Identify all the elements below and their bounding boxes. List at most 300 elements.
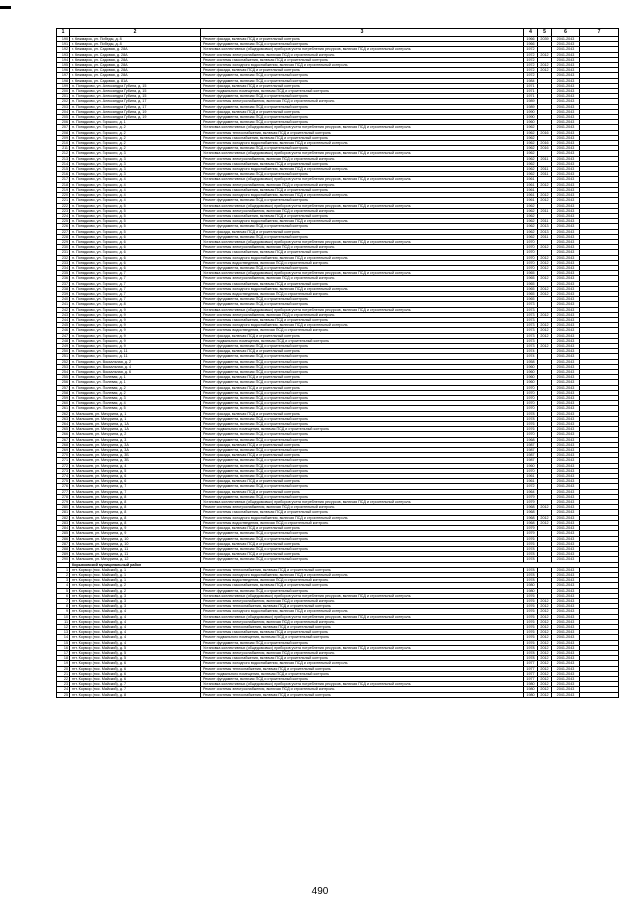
planned-period-cell: 2041-2043 [552,370,580,375]
address-cell: п. Попадково, ул. Горького, д. 4 [70,193,201,198]
last-repair-year-cell: 2012 [538,520,552,525]
commission-year-cell: 1962 [524,161,538,166]
planned-period-cell: 2041-2043 [552,427,580,432]
last-repair-year-cell: 2012 [538,598,552,603]
address-cell: п. Попадково, ул. Горького, д. 11 [70,354,201,359]
commission-year-cell: 1971 [524,83,538,88]
planned-period-cell: 2041-2043 [552,645,580,650]
address-cell: п. Попадково, ул. Горького, д. 2 [70,146,201,151]
planned-period-cell: 2041-2043 [552,630,580,635]
work-type-cell: Ремонт фундамента, включая ПСД и строительный контроль [201,224,524,229]
planned-period-cell: 2041-2043 [552,78,580,83]
commission-year-cell: 1962 [524,156,538,161]
planned-period-cell: 2041-2043 [552,676,580,681]
planned-period-cell: 2041-2043 [552,338,580,343]
row-number: 205 [57,115,70,120]
commission-year-cell: 1961 [524,182,538,187]
address-cell: п. Малышев, ул. Мичурина, д. 8 [70,505,201,510]
planned-period-cell: 2041-2043 [552,52,580,57]
row-number: 246 [57,328,70,333]
commission-year-cell: 1962 [524,167,538,172]
planned-period-cell: 2041-2043 [552,489,580,494]
planned-period-cell: 2041-2043 [552,328,580,333]
commission-year-cell: 1971 [524,94,538,99]
planned-period-cell: 2041-2043 [552,479,580,484]
address-cell: п. Малышев, ул. Мичурина, д. 1А [70,422,201,427]
address-cell: п. Попадково, ул. Горького, д. 5 [70,224,201,229]
planned-period-cell: 2041-2043 [552,557,580,562]
address-cell: п. Малышев, ул. Мичурина, д. 3А [70,448,201,453]
row-number: 218 [57,182,70,187]
work-type-cell: Ремонт системы электроснабжения, включая ПСД и строительный контроль [201,52,524,57]
row-number: 268 [57,442,70,447]
work-type-cell: Ремонт фасада, включая ПСД и строительный контроль [201,333,524,338]
address-cell: пгт. Кормор (пос. Майский), д. 5 [70,650,201,655]
work-type-cell: Ремонт системы электроснабжения, включая ПСД и строительный контроль [201,99,524,104]
commission-year-cell: 1979 [524,494,538,499]
commission-year-cell: 1962 [524,151,538,156]
commission-year-cell: 1973 [524,317,538,322]
address-cell: г. Кежмарок, ул. Садовая, д. 81А [70,78,201,83]
row-number: 226 [57,224,70,229]
work-type-cell: Ремонт фасада, включая ПСД и строительный контроль [201,109,524,114]
commission-year-cell: 1962 [524,203,538,208]
commission-year-cell: 1970 [524,239,538,244]
row-number: 221 [57,198,70,203]
work-type-cell: Ремонт подвального помещения, включая ПСД и строительный контроль [201,338,524,343]
work-type-cell: Ремонт системы газоснабжения, включая ПСД и строительный контроль [201,135,524,140]
row-number: 20 [57,666,70,671]
header-row [57,29,619,37]
row-number: 1 [57,567,70,572]
address-cell: пгт. Кормор (пос. Майский), д. 1 [70,578,201,583]
address-cell: п. Попадково, ул. Александра Губина, д. 19 [70,115,201,120]
work-type-cell: Ремонт системы газоснабжения, включая ПСД и строительный контроль [201,317,524,322]
work-type-cell: Ремонт системы газоснабжения, включая ПСД и строительный контроль [201,250,524,255]
address-cell: пгт. Кормор (пос. Майский), д. 8 [70,692,201,697]
row-number: 195 [57,63,70,68]
commission-year-cell: 1987 [524,448,538,453]
address-cell: п. Попадково, ул. Александра Губина, д. 15 [70,83,201,88]
commission-year-cell: 1976 [524,604,538,609]
address-cell: п. Попадково, ул. Горького, д. 5 [70,203,201,208]
work-type-cell: Ремонт фундамента, включая ПСД и строительный контроль [201,640,524,645]
row-number: 12 [57,624,70,629]
row-number: 19 [57,661,70,666]
work-type-cell: Ремонт фундамента, включая ПСД и строительный контроль [201,146,524,151]
work-type-cell: Ремонт фундамента, включая ПСД и строительный контроль [201,115,524,120]
planned-period-cell: 2041-2043 [552,458,580,463]
planned-period-cell: 2041-2043 [552,208,580,213]
work-type-cell: Ремонт системы электроснабжения, включая ПСД и строительный контроль [201,208,524,213]
address-cell: пгт. Кормор (пос. Майский), д. 4 [70,609,201,614]
last-repair-year-cell: 2012 [538,604,552,609]
address-cell: п. Попадково, ул. Горького, д. 6 [70,255,201,260]
row-number: 247 [57,333,70,338]
row-number: 256 [57,380,70,385]
commission-year-cell: 1980 [524,692,538,697]
work-type-cell: Установка коллективных (общедомовых) приборов учета потребления ресурсов, включая ПСД и строительный контроль [201,125,524,130]
planned-period-cell: 2041-2043 [552,323,580,328]
row-number: 212 [57,151,70,156]
last-repair-year-cell: 2012 [538,52,552,57]
address-cell: пгт. Кормор (пос. Майский), д. 2 [70,588,201,593]
commission-year-cell: 1978 [524,645,538,650]
work-type-cell: Установка коллективных (общедомовых) приборов учета потребления ресурсов, включая ПСД и строительный контроль [201,203,524,208]
commission-year-cell: 1980 [524,588,538,593]
address-cell: п. Попадково, ул. Полевая, д. 5 [70,406,201,411]
commission-year-cell: 1990 [524,115,538,120]
planned-period-cell: 2041-2043 [552,245,580,250]
planned-period-cell: 2041-2043 [552,187,580,192]
work-type-cell: Ремонт фундамента, включая ПСД и строительный контроль [201,422,524,427]
last-repair-year-cell: 2011 [538,156,552,161]
row-number: 220 [57,193,70,198]
work-type-cell: Ремонт системы теплоснабжения, включая ПСД и строительный контроль [201,130,524,135]
work-type-cell: Ремонт системы газоснабжения, включая ПСД и строительный контроль [201,281,524,286]
address-cell: п. Попадково, ул. Горького, д. 7 [70,276,201,281]
work-type-cell: Ремонт системы газоснабжения, включая ПСД и строительный контроль [201,510,524,515]
row-number: 269 [57,448,70,453]
planned-period-cell: 2041-2043 [552,552,580,557]
row-number: 274 [57,474,70,479]
work-type-cell: Ремонт фасада, включая ПСД и строительный контроль [201,453,524,458]
commission-year-cell: 1977 [524,661,538,666]
last-repair-year-cell: 2012 [538,312,552,317]
planned-period-cell: 2041-2043 [552,572,580,577]
commission-year-cell: 1965 [524,291,538,296]
row-number: 237 [57,281,70,286]
planned-period-cell: 2041-2043 [552,390,580,395]
commission-year-cell: 1972 [524,68,538,73]
planned-period-cell: 2041-2043 [552,250,580,255]
address-cell: пгт. Кормор (пос. Майский), д. 4 [70,624,201,629]
work-type-cell: Ремонт системы теплоснабжения, включая ПСД и строительный контроль [201,692,524,697]
last-repair-year-cell: 2012 [538,676,552,681]
commission-year-cell: 1990 [524,109,538,114]
work-type-cell: Ремонт системы холодного водоснабжения, включая ПСД и строительный контроль [201,661,524,666]
row-number: 273 [57,468,70,473]
column-header: 2 [70,29,201,37]
work-type-cell: Ремонт системы электроснабжения, включая ПСД и строительный контроль [201,276,524,281]
last-repair-year-cell: 2012 [538,650,552,655]
address-cell: п. Малышев, ул. Мичурина, д. 9 [70,526,201,531]
row-number: 25 [57,692,70,697]
work-type-cell: Ремонт фасада, включая ПСД и строительный контроль [201,442,524,447]
commission-year-cell: 1960 [524,120,538,125]
row-number: 248 [57,338,70,343]
row-number: 231 [57,250,70,255]
row-number: 255 [57,375,70,380]
last-repair-year-cell: 2012 [538,291,552,296]
commission-year-cell: 1976 [524,619,538,624]
work-type-cell: Ремонт системы холодного водоснабжения, включая ПСД и строительный контроль [201,219,524,224]
column-header: 1 [57,29,70,37]
planned-period-cell: 2041-2043 [552,526,580,531]
last-repair-year-cell: 2012 [538,630,552,635]
planned-period-cell: 2041-2043 [552,593,580,598]
address-cell: пгт. Кормор (пос. Майский), д. 3 [70,593,201,598]
row-number: 10 [57,614,70,619]
commission-year-cell: 1962 [524,141,538,146]
planned-period-cell: 2041-2043 [552,182,580,187]
commission-year-cell: 1989 [524,99,538,104]
row-number: 244 [57,317,70,322]
address-cell: п. Малышев, ул. Мичурина, д. 5 [70,468,201,473]
work-type-cell: Ремонт фундамента, включая ПСД и строительный контроль [201,390,524,395]
address-cell: п. Попадково, ул. Горького, д. 7 [70,281,201,286]
commission-year-cell: 1976 [524,614,538,619]
row-number: 4 [57,583,70,588]
last-repair-year-cell: 2012 [538,656,552,661]
last-repair-year-cell: 2012 [538,635,552,640]
commission-year-cell: 1961 [524,198,538,203]
last-repair-year-cell: 2012 [538,682,552,687]
last-repair-year-cell: 2012 [538,515,552,520]
commission-year-cell: 1980 [524,682,538,687]
corner-mark [0,6,11,9]
address-cell: п. Малышев, ул. Мичурина, д. 6 [70,479,201,484]
commission-year-cell: 1980 [524,687,538,692]
planned-period-cell: 2041-2043 [552,364,580,369]
address-cell: п. Малышев, ул. Мичурина, д. 3 [70,437,201,442]
last-repair-year-cell: 2012 [538,193,552,198]
last-repair-year-cell: 2012 [538,614,552,619]
work-type-cell: Ремонт системы холодного водоснабжения, включая ПСД и строительный контроль [201,141,524,146]
address-cell: г. Кежмарок, ул. Победы, д. 8 [70,42,201,47]
commission-year-cell: 1968 [524,520,538,525]
work-type-cell: Ремонт системы водоотведения, включая ПСД и строительный контроль [201,328,524,333]
address-cell: п. Попадково, ул. Полевая, д. 2 [70,390,201,395]
commission-year-cell: 1980 [524,583,538,588]
row-number: 214 [57,161,70,166]
commission-year-cell: 1961 [524,177,538,182]
address-cell: п. Попадково, ул. Горького, д. 9 [70,317,201,322]
commission-year-cell: 1970 [524,468,538,473]
address-cell: п. Попадково, ул. Горького, д. 4 [70,177,201,182]
address-cell: п. Малышев, ул. Мичурина, д. 8 [70,520,201,525]
planned-period-cell: 2041-2043 [552,505,580,510]
work-type-cell: Ремонт системы водоотведения, включая ПСД и строительный контроль [201,291,524,296]
commission-year-cell: 1961 [524,479,538,484]
address-cell: пгт. Кормор (пос. Майский), д. 3 [70,598,201,603]
work-type-cell: Ремонт фасада, включая ПСД и строительный контроль [201,411,524,416]
commission-year-cell: 1976 [524,593,538,598]
address-cell: пгт. Кормор (пос. Майский), д. 4 [70,640,201,645]
address-cell: п. Попадково, ул. Горького, д. 1 [70,120,201,125]
row-number: 18 [57,656,70,661]
planned-period-cell: 2041-2043 [552,692,580,697]
work-type-cell: Ремонт фундамента, включая ПСД и строительный контроль [201,234,524,239]
work-type-cell: Ремонт фундамента, включая ПСД и строительный контроль [201,42,524,47]
planned-period-cell: 2041-2043 [552,167,580,172]
address-cell: п. Попадково, ул. Горького, д. 2 [70,130,201,135]
work-type-cell: Ремонт системы холодного водоснабжения, включая ПСД и строительный контроль [201,63,524,68]
planned-period-cell: 2041-2043 [552,422,580,427]
address-cell: пгт. Кормор (пос. Майский), д. 6 [70,661,201,666]
work-type-cell: Ремонт системы газоснабжения, включая ПСД и строительный контроль [201,161,524,166]
last-repair-year-cell: 2016 [538,130,552,135]
address-cell: п. Попадково, ул. Горького, д. 5 [70,219,201,224]
last-repair-year-cell: 2012 [538,260,552,265]
last-repair-year-cell: 2011 [538,219,552,224]
last-repair-year-cell: 2012 [538,182,552,187]
work-type-cell: Ремонт системы электроснабжения, включая ПСД и строительный контроль [201,598,524,603]
row-number: 230 [57,245,70,250]
work-type-cell: Ремонт фундамента, включая ПСД и строительный контроль [201,676,524,681]
row-number: 266 [57,432,70,437]
row-number: 210 [57,141,70,146]
work-type-cell: Ремонт фундамента, включая ПСД и строительный контроль [201,463,524,468]
work-type-cell: Ремонт фасада, включая ПСД и строительный контроль [201,375,524,380]
work-type-cell: Ремонт системы холодного водоснабжения, включая ПСД и строительный контроль [201,167,524,172]
address-cell: п. Попадково, ул. Горького, д. 5 [70,208,201,213]
commission-year-cell: 1961 [524,193,538,198]
planned-period-cell: 2041-2043 [552,89,580,94]
address-cell: п. Малышев, ул. Мичурина, д. 3Б [70,453,201,458]
work-type-cell: Ремонт фундамента, включая ПСД и строительный контроль [201,437,524,442]
planned-period-cell: 2041-2043 [552,385,580,390]
row-number: 21 [57,671,70,676]
table-body [57,37,619,698]
commission-year-cell: 1962 [524,146,538,151]
row-number: 263 [57,416,70,421]
planned-period-cell: 2041-2043 [552,109,580,114]
commission-year-cell: 1970 [524,432,538,437]
last-repair-year-cell: 2011 [538,167,552,172]
last-repair-year-cell: 2013 [538,229,552,234]
address-cell: п. Малышев, ул. Мичурина, д. 7 [70,489,201,494]
planned-period-cell: 2041-2043 [552,614,580,619]
row-number: 208 [57,130,70,135]
planned-period-cell: 2041-2043 [552,47,580,52]
address-cell: п. Малышев, ул. Мичурина, д. 9 [70,531,201,536]
work-type-cell: Ремонт фасада, включая ПСД и строительный контроль [201,229,524,234]
row-number: 224 [57,213,70,218]
work-type-cell: Ремонт системы электроснабжения, включая ПСД и строительный контроль [201,505,524,510]
row-number: 285 [57,531,70,536]
address-cell: п. Попадково, ул. Вокзальная, д. 6 [70,370,201,375]
row-number: 282 [57,515,70,520]
address-cell: п. Попадково, ул. Полевая, д. 3 [70,396,201,401]
commission-year-cell: 1972 [524,63,538,68]
commission-year-cell: 1961 [524,187,538,192]
work-type-cell: Ремонт системы холодного водоснабжения, включая ПСД и строительный контроль [201,515,524,520]
row-number: 16 [57,645,70,650]
row-number: 253 [57,364,70,369]
work-type-cell: Ремонт фундамента, включая ПСД и строительный контроль [201,448,524,453]
row-number: 197 [57,73,70,78]
planned-period-cell: 2041-2043 [552,396,580,401]
planned-period-cell: 2041-2043 [552,234,580,239]
work-type-cell: Ремонт системы теплоснабжения, включая ПСД и строительный контроль [201,567,524,572]
planned-period-cell: 2041-2043 [552,468,580,473]
address-cell: п. Попадково, ул. Горького, д. 2 [70,125,201,130]
planned-period-cell: 2041-2043 [552,650,580,655]
commission-year-cell: 1962 [524,130,538,135]
column-header: 4 [524,29,538,37]
address-cell: п. Попадково, ул. Горького, д. 3 [70,161,201,166]
work-type-cell: Ремонт фундамента, включая ПСД и строительный контроль [201,484,524,489]
planned-period-cell: 2041-2043 [552,411,580,416]
address-cell: п. Попадково, ул. Горького, д. 2 [70,135,201,140]
work-type-cell: Установка коллективных (общедомовых) приборов учета потребления ресурсов, включая ПСД и строительный контроль [201,307,524,312]
work-type-cell: Ремонт фундамента, включая ПСД и строительный контроль [201,458,524,463]
row-number: 235 [57,271,70,276]
work-type-cell: Ремонт фасада, включая ПСД и строительный контроль [201,526,524,531]
address-cell: п. Попадково, ул. Горького, д. 7 [70,271,201,276]
commission-year-cell: 1979 [524,526,538,531]
commission-year-cell: 1974 [524,349,538,354]
row-number: 8 [57,604,70,609]
commission-year-cell: 1976 [524,609,538,614]
work-type-cell: Ремонт фундамента, включая ПСД и строительный контроль [201,380,524,385]
last-repair-year-cell: 2011 [538,234,552,239]
address-cell: п. Попадково, ул. Горького, д. 9 [70,307,201,312]
planned-period-cell: 2041-2043 [552,104,580,109]
planned-period-cell: 2041-2043 [552,255,580,260]
work-type-cell: Ремонт фундамента, включая ПСД и строительный контроль [201,364,524,369]
planned-period-cell: 2041-2043 [552,156,580,161]
commission-year-cell: 1973 [524,338,538,343]
row-number: 234 [57,265,70,270]
work-type-cell: Ремонт системы газоснабжения, включая ПСД и строительный контроль [201,630,524,635]
row-number: 287 [57,541,70,546]
planned-period-cell: 2041-2043 [552,286,580,291]
work-type-cell: Ремонт системы холодного водоснабжения, включая ПСД и строительный контроль [201,255,524,260]
address-cell: п. Попадково, ул. Горького, д. 9 [70,328,201,333]
row-number: 200 [57,89,70,94]
address-cell: пгт. Кормор (пос. Майский), д. 4 [70,619,201,624]
address-cell: п. Малышев, ул. Мичурина, д. 6 [70,474,201,479]
planned-period-cell: 2041-2043 [552,656,580,661]
address-cell: п. Малышев, ул. Мичурина, д. 1 [70,411,201,416]
work-type-cell: Установка коллективных (общедомовых) приборов учета потребления ресурсов, включая ПСД и строительный контроль [201,614,524,619]
planned-period-cell: 2041-2043 [552,463,580,468]
row-number: 192 [57,47,70,52]
commission-year-cell: 1970 [524,260,538,265]
planned-period-cell: 2041-2043 [552,94,580,99]
last-repair-year-cell: 2012 [538,323,552,328]
planned-period-cell: 2041-2043 [552,260,580,265]
row-number: 290 [57,557,70,562]
work-type-cell: Установка коллективных (общедомовых) приборов учета потребления ресурсов, включая ПСД и строительный контроль [201,645,524,650]
row-number: 17 [57,650,70,655]
work-type-cell: Ремонт фундамента, включая ПСД и строительный контроль [201,406,524,411]
planned-period-cell: 2041-2043 [552,343,580,348]
planned-period-cell: 2041-2043 [552,531,580,536]
address-cell: п. Попадково, ул. Горького, д. 6 [70,250,201,255]
commission-year-cell: 1962 [524,208,538,213]
address-cell: п. Попадково, ул. Горького, д. 9 [70,312,201,317]
commission-year-cell: 1970 [524,255,538,260]
work-type-cell: Ремонт фундамента, включая ПСД и строительный контроль [201,416,524,421]
commission-year-cell: 1976 [524,635,538,640]
row-number: 11 [57,619,70,624]
address-cell: п. Попадково, ул. Горького, д. 9 [70,338,201,343]
planned-period-cell: 2041-2043 [552,213,580,218]
address-cell: г. Кежмарок, ул. Победы, д. 8 [70,37,201,42]
last-repair-year-cell: 2012 [538,255,552,260]
commission-year-cell: 1976 [524,640,538,645]
planned-period-cell: 2041-2043 [552,666,580,671]
row-number: 262 [57,411,70,416]
commission-year-cell: 1978 [524,411,538,416]
address-cell: п. Попадково, ул. Горького, д. 7 [70,297,201,302]
work-type-cell: Установка коллективных (общедомовых) приборов учета потребления ресурсов, включая ПСД и строительный контроль [201,271,524,276]
commission-year-cell: 1989 [524,104,538,109]
work-type-cell: Ремонт фасада, включая ПСД и строительный контроль [201,489,524,494]
